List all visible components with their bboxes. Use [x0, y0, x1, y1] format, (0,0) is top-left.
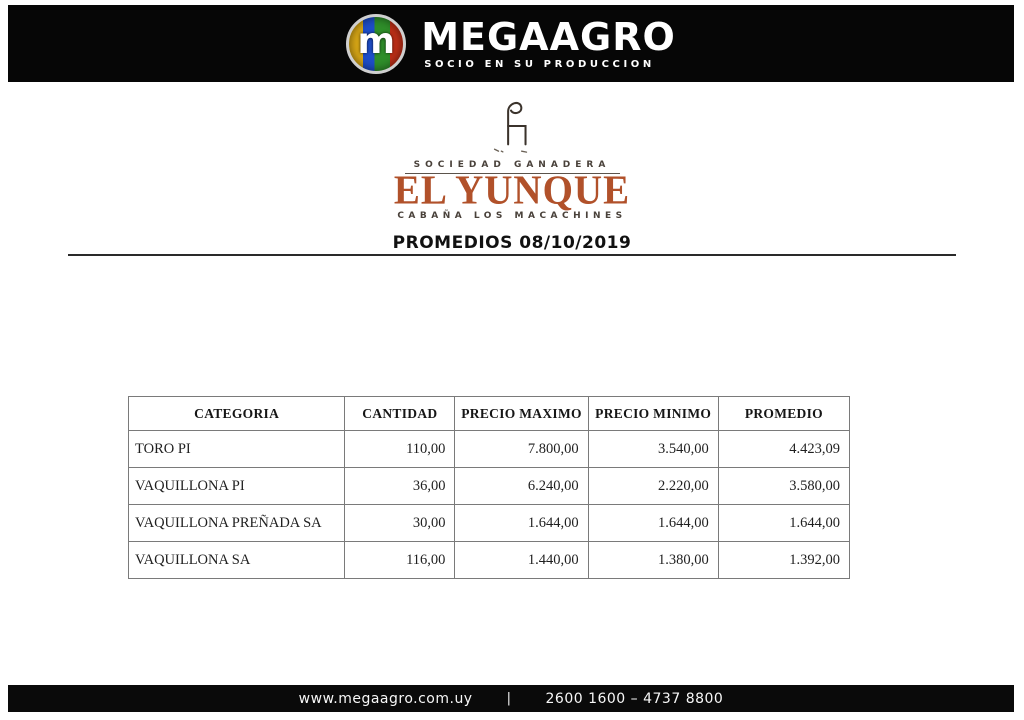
col-header-promedio: PROMEDIO: [718, 397, 849, 431]
seller-top-line: SOCIEDAD GANADERA: [405, 160, 620, 174]
cell-promedio: 4.423,09: [718, 431, 849, 468]
cell-categoria: TORO PI: [129, 431, 345, 468]
table-row: [129, 468, 850, 505]
table-header-row: [129, 397, 850, 431]
col-header-categoria: CATEGORIA: [129, 397, 345, 431]
cell-precio-minimo: 3.540,00: [588, 431, 718, 468]
megaagro-logo: [346, 14, 676, 74]
cell-cantidad: 36,00: [345, 468, 455, 505]
page-title: PROMEDIOS 08/10/2019: [392, 233, 632, 253]
cell-categoria: VAQUILLONA PREÑADA SA: [129, 505, 345, 542]
cell-precio-maximo: 6.240,00: [455, 468, 588, 505]
cell-cantidad: 110,00: [345, 431, 455, 468]
cell-promedio: 3.580,00: [718, 468, 849, 505]
title-divider: [68, 254, 956, 256]
footer-website: www.megaagro.com.uy: [298, 690, 473, 707]
cell-categoria: VAQUILLONA PI: [129, 468, 345, 505]
seller-logo: [0, 96, 1024, 221]
cell-precio-minimo: 1.380,00: [588, 542, 718, 579]
table-row: [129, 542, 850, 579]
averages-table: [128, 396, 850, 579]
cell-cantidad: 116,00: [345, 542, 455, 579]
cell-cantidad: 30,00: [345, 505, 455, 542]
seller-bottom-line: CABAÑA LOS MACACHINES: [397, 211, 627, 221]
table-row: [129, 431, 850, 468]
brand-name: MEGAAGRO: [421, 14, 676, 59]
cell-precio-maximo: 1.440,00: [455, 542, 588, 579]
logo-text: [421, 14, 676, 70]
footer-phone: 2600 1600 – 4737 8800: [545, 690, 724, 707]
table-row: [129, 505, 850, 542]
cell-precio-maximo: 1.644,00: [455, 505, 588, 542]
footer-separator: |: [506, 691, 512, 706]
megaagro-emblem-icon: [346, 14, 406, 74]
col-header-precio-maximo: PRECIO MAXIMO: [455, 397, 588, 431]
logo-monogram: m: [357, 20, 395, 62]
cell-promedio: 1.644,00: [718, 505, 849, 542]
cell-precio-minimo: 2.220,00: [588, 468, 718, 505]
cell-categoria: VAQUILLONA SA: [129, 542, 345, 579]
brand-tagline: SOCIO EN SU PRODUCCION: [424, 58, 655, 70]
col-header-cantidad: CANTIDAD: [345, 397, 455, 431]
cell-precio-minimo: 1.644,00: [588, 505, 718, 542]
cell-precio-maximo: 7.800,00: [455, 431, 588, 468]
cattle-brand-icon: [483, 96, 541, 158]
footer-bar: [8, 685, 1014, 712]
cell-promedio: 1.392,00: [718, 542, 849, 579]
header-bar: [8, 5, 1014, 82]
seller-name: EL YUNQUE: [393, 167, 631, 214]
col-header-precio-minimo: PRECIO MINIMO: [588, 397, 718, 431]
